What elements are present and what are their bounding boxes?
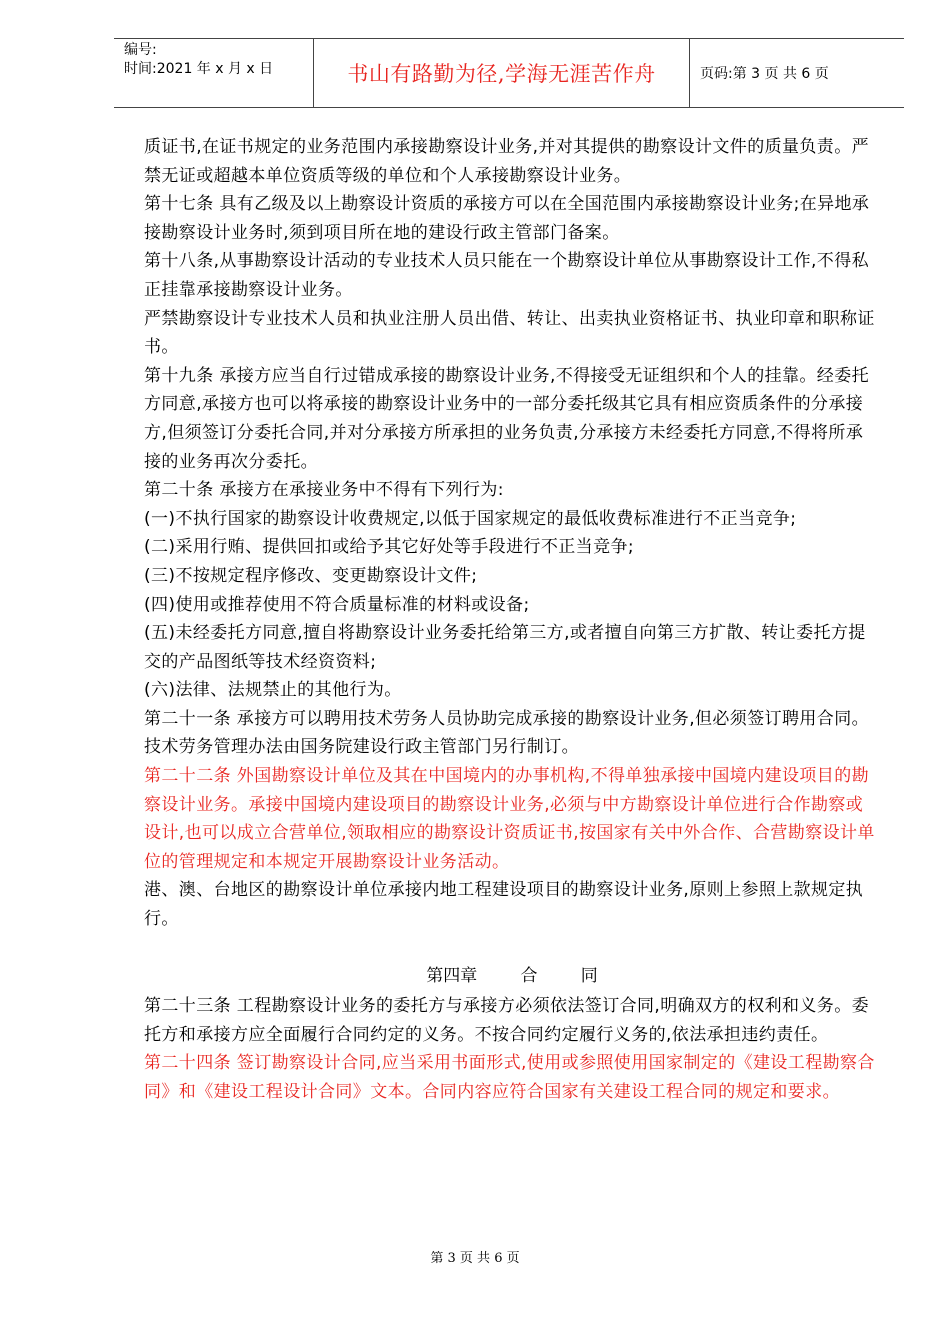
paragraph: 港、澳、台地区的勘察设计单位承接内地工程建设项目的勘察设计业务,原则上参照上款规定执行。 (144, 880, 864, 930)
paragraph: 第二十三条 工程勘察设计业务的委托方与承接方必须依法签订合同,明确双方的权利和义务。委托方和承接方应全面履行合同约定的义务。不按合同约定履行义务的,依法承担违约责任。 (144, 996, 870, 1045)
paragraph: 第十九条 承接方应当自行过错成承接的勘察设计业务,不得接受无证组织和个人的挂靠。经委托方同意,承接方也可以将承接的勘察设计业务中的一部分委托级其它具有相应资质条件的分承接方,但须签订分委托合同,并对分承接方所承担的业务负责,分承接方未经委托方同意,不得将所承接的业务再次分委托。 (144, 365, 870, 472)
list-item: (四)使用或推荐使用不符合质量标准的材料或设备; (144, 594, 530, 615)
list-item: (三)不按规定程序修改、变更勘察设计文件; (144, 565, 478, 586)
paragraph: 严禁勘察设计专业技术人员和执业注册人员出借、转让、出卖执业资格证书、执业印章和职称证书。 (144, 308, 875, 358)
page-header (114, 38, 904, 108)
list-item: (二)采用行贿、提供回扣或给予其它好处等手段进行不正当竞争; (144, 537, 634, 558)
list-item: (五)未经委托方同意,擅自将勘察设计业务委托给第三方,或者擅自向第三方扩散、转让委托方提交的产品图纸等技术经资资料; (144, 623, 866, 672)
paragraph: 第十七条 具有乙级及以上勘察设计资质的承接方可以在全国范围内承接勘察设计业务;在异地承接勘察设计业务时,须到项目所在地的建设行政主管部门备案。 (144, 194, 870, 243)
list-item: (六)法律、法规禁止的其他行为。 (144, 680, 402, 701)
paragraph: 质证书,在证书规定的业务范围内承接勘察设计业务,并对其提供的勘察设计文件的质量负责。严禁无证或超越本单位资质等级的单位和个人承接勘察设计业务。 (144, 137, 870, 186)
time-label: 时间:2021 年 x 月 x 日 (124, 61, 274, 77)
number-label: 编号: (124, 42, 157, 58)
paragraph: 第二十条 承接方在承接业务中不得有下列行为: (144, 480, 504, 501)
header-page-info: 页码:第 3 页 共 6 页 (700, 66, 829, 82)
paragraph: 第十八条,从事勘察设计活动的专业技术人员只能在一个勘察设计单位从事勘察设计工作,不得私正挂靠承接勘察设计业务。 (144, 251, 870, 300)
highlighted-paragraph: 第二十四条 签订勘察设计合同,应当采用书面形式,使用或参照使用国家制定的《建设工程勘察合同》和《建设工程设计合同》文本。合同内容应符合国家有关建设工程合同的规定和要求。 (144, 1053, 875, 1102)
header-meta (114, 39, 314, 107)
page-footer: 第 3 页 共 6 页 (430, 1251, 520, 1266)
document-body (144, 133, 880, 1107)
list-item: (一)不执行国家的勘察设计收费规定,以低于国家规定的最低收费标准进行不正当竞争; (144, 508, 797, 529)
paragraph: 第二十一条 承接方可以聘用技术劳务人员协助完成承接的勘察设计业务,但必须签订聘用合同。技术劳务管理办法由国务院建设行政主管部门另行制订。 (144, 708, 870, 758)
chapter-title: 第四章 合 同 (426, 965, 598, 986)
highlighted-paragraph: 第二十二条 外国勘察设计单位及其在中国境内的办事机构,不得单独承接中国境内建设项目的勘察设计业务。承接中国境内建设项目的勘察设计业务,必须与中方勘察设计单位进行合作勘察或设计,也可以成立合营单位,领取相应的勘察设计资质证书,按国家有关中外合作、合营勘察设计单位的管理规定和本规定开展勘察设计业务活动。 (144, 766, 875, 872)
header-motto: 书山有路勤为径,学海无涯苦作舟 (314, 39, 690, 107)
